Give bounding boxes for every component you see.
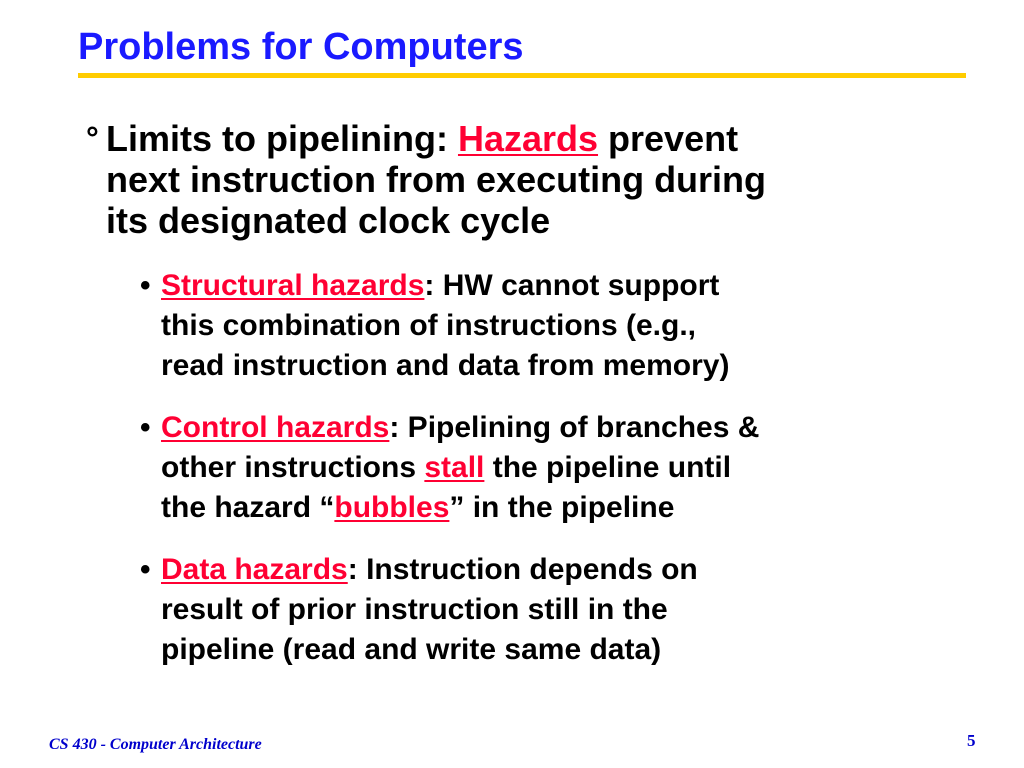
stall-term: stall	[424, 451, 485, 484]
main-bullet-point	[86, 118, 966, 241]
main-point-line-3: its designated clock cycle	[106, 200, 551, 241]
bullet-dot: •	[140, 553, 151, 586]
bullet-dot: •	[140, 411, 151, 444]
control-hazards-line-2: other instructions stall the pipeline until	[161, 451, 732, 484]
structural-hazards-line-3: read instruction and data from memory)	[161, 349, 730, 382]
bullet-dot: •	[140, 269, 151, 302]
slide-title: Problems for Computers	[78, 26, 524, 68]
control-hazards-term: Control hazards	[161, 411, 390, 444]
control-hazards-line-1: : Pipelining of branches &	[389, 411, 760, 444]
bubbles-term: bubbles	[334, 491, 450, 524]
main-point-line-2: next instruction from executing during	[106, 159, 767, 200]
data-hazards-line-1: : Instruction depends on	[347, 553, 698, 586]
course-footer: CS 430 - Computer Architecture	[49, 736, 262, 753]
data-hazards-term: Data hazards	[161, 553, 348, 586]
page-number: 5	[967, 731, 976, 750]
control-hazards-line-3: the hazard “bubbles” in the pipeline	[161, 491, 675, 524]
control-hazards-item	[140, 408, 1000, 528]
title-rule	[78, 73, 966, 78]
structural-hazards-line-1: : HW cannot support	[424, 269, 720, 302]
degree-bullet: °	[86, 120, 99, 156]
data-hazards-line-2: result of prior instruction still in the	[161, 593, 668, 626]
data-hazards-item	[140, 550, 1000, 670]
hazards-term: Hazards	[457, 118, 599, 159]
hazard-type-list	[140, 266, 1000, 692]
data-hazards-line-3: pipeline (read and write same data)	[161, 633, 662, 666]
structural-hazards-line-2: this combination of instructions (e.g.,	[161, 309, 697, 342]
main-point-line-1: Limits to pipelining: Hazards prevent	[106, 118, 739, 159]
structural-hazards-term: Structural hazards	[161, 269, 425, 302]
structural-hazards-item	[140, 266, 1000, 386]
